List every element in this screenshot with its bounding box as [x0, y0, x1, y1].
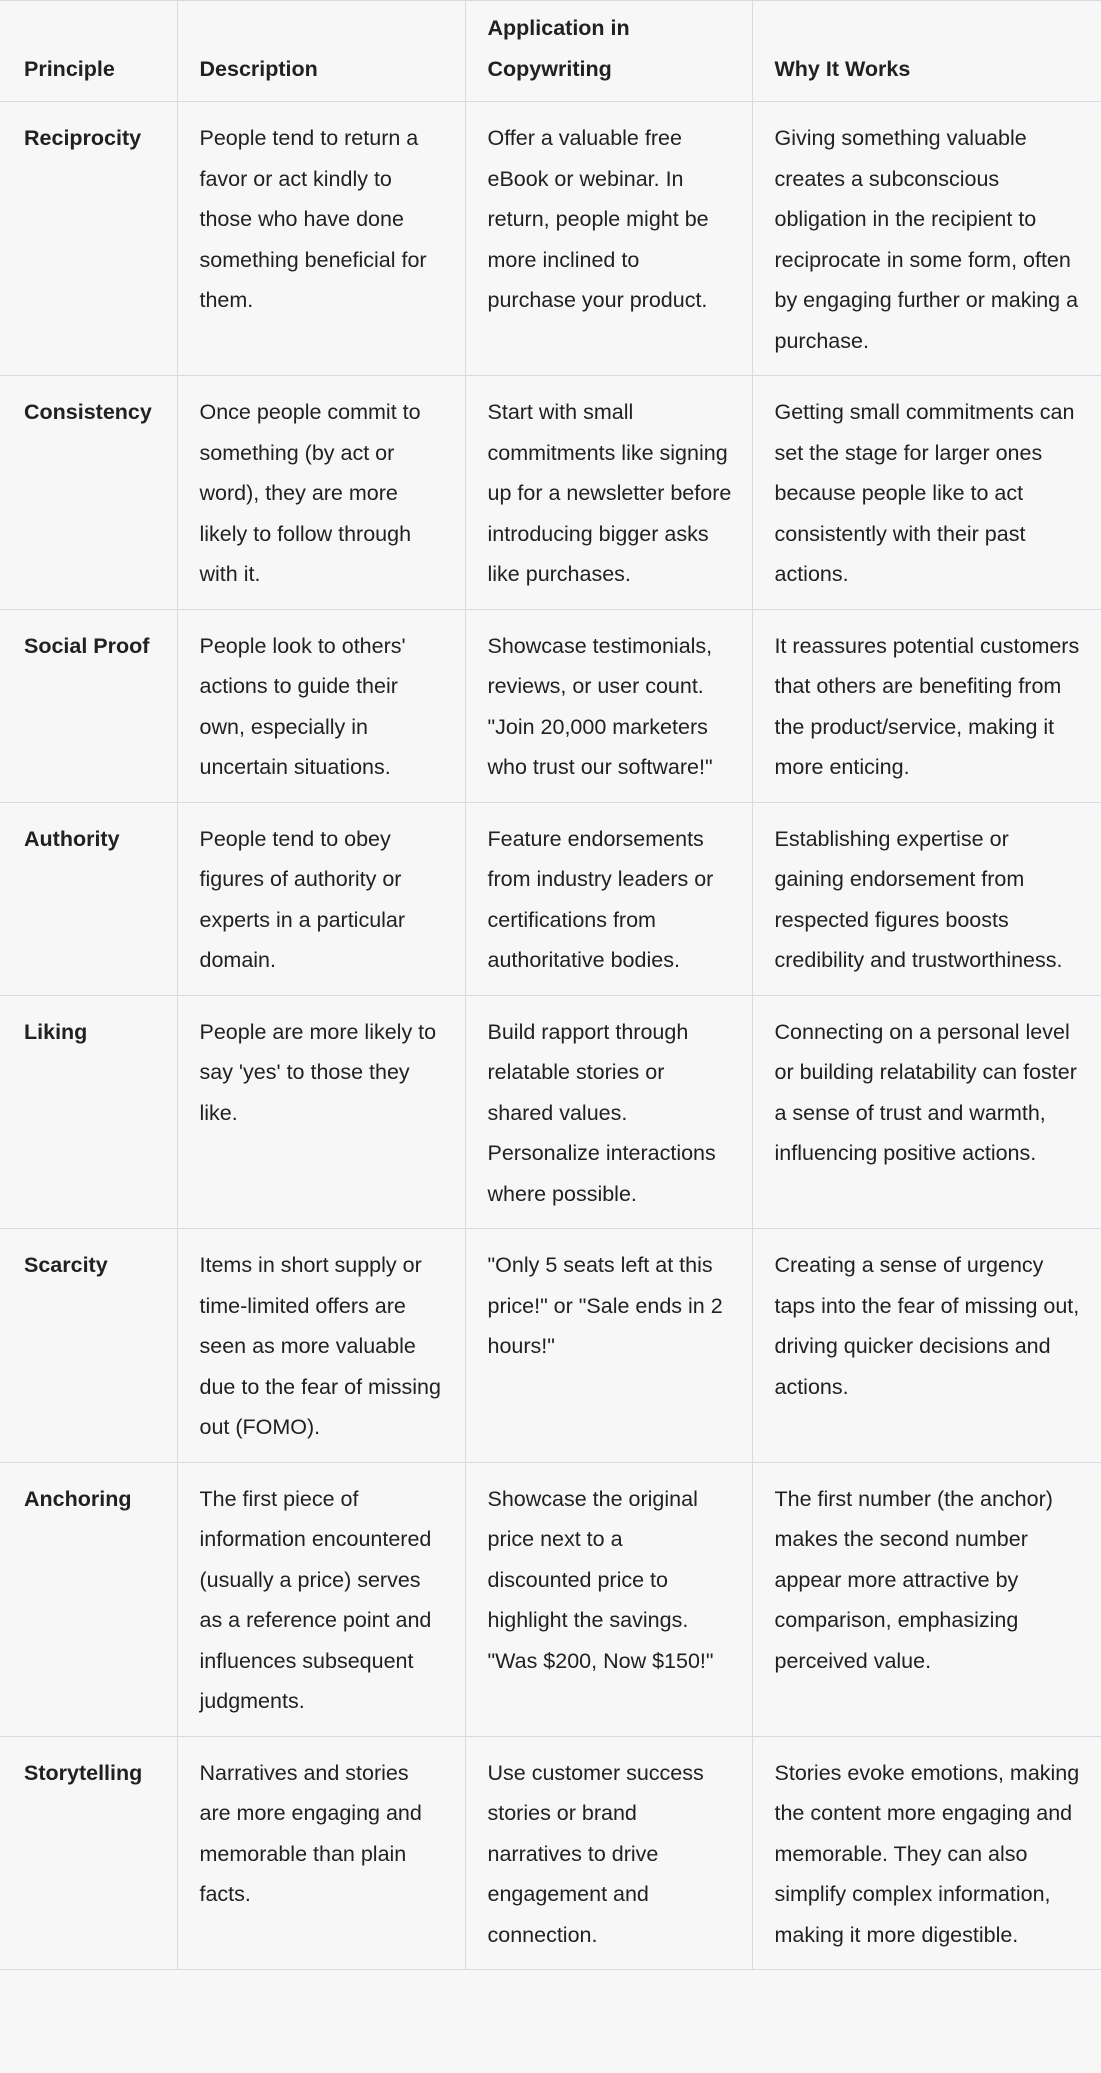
- table-row: [0, 1736, 1101, 1970]
- header-row: [0, 1, 1101, 102]
- description-cell: The first piece of information encountered (usually a price) serves as a reference point and influences subsequent judgments.: [177, 1462, 465, 1736]
- description-cell: Narratives and stories are more engaging and memorable than plain facts.: [177, 1736, 465, 1970]
- header-principle: Principle: [0, 1, 177, 102]
- why-cell: It reassures potential customers that others are benefiting from the product/service, making it more enticing.: [752, 609, 1101, 802]
- application-cell: Feature endorsements from industry leaders or certifications from authoritative bodies.: [465, 802, 752, 995]
- application-cell: "Only 5 seats left at this price!" or "Sale ends in 2 hours!": [465, 1229, 752, 1463]
- why-cell: Establishing expertise or gaining endorsement from respected figures boosts credibility and trustworthiness.: [752, 802, 1101, 995]
- principle-cell: Storytelling: [0, 1736, 177, 1970]
- description-cell: Items in short supply or time-limited offers are seen as more valuable due to the fear of missing out (FOMO).: [177, 1229, 465, 1463]
- application-cell: Showcase the original price next to a discounted price to highlight the savings. "Was $200, Now $150!": [465, 1462, 752, 1736]
- description-cell: Once people commit to something (by act or word), they are more likely to follow through with it.: [177, 376, 465, 610]
- header-description: Description: [177, 1, 465, 102]
- principle-cell: Scarcity: [0, 1229, 177, 1463]
- why-cell: The first number (the anchor) makes the second number appear more attractive by comparison, emphasizing perceived value.: [752, 1462, 1101, 1736]
- table-row: [0, 802, 1101, 995]
- table-header: [0, 1, 1101, 102]
- table-body: [0, 102, 1101, 1970]
- principle-cell: Reciprocity: [0, 102, 177, 376]
- why-cell: Stories evoke emotions, making the content more engaging and memorable. They can also simplify complex information, making it more digestible.: [752, 1736, 1101, 1970]
- application-cell: Showcase testimonials, reviews, or user count. "Join 20,000 marketers who trust our software!": [465, 609, 752, 802]
- table-row: [0, 102, 1101, 376]
- application-cell: Offer a valuable free eBook or webinar. In return, people might be more inclined to purchase your product.: [465, 102, 752, 376]
- why-cell: Getting small commitments can set the stage for larger ones because people like to act consistently with their past actions.: [752, 376, 1101, 610]
- principle-cell: Liking: [0, 995, 177, 1229]
- header-application: Application in Copywriting: [465, 1, 752, 102]
- table-row: [0, 609, 1101, 802]
- description-cell: People tend to return a favor or act kindly to those who have done something beneficial for them.: [177, 102, 465, 376]
- why-cell: Connecting on a personal level or building relatability can foster a sense of trust and warmth, influencing positive actions.: [752, 995, 1101, 1229]
- description-cell: People tend to obey figures of authority or experts in a particular domain.: [177, 802, 465, 995]
- application-cell: Start with small commitments like signing up for a newsletter before introducing bigger asks like purchases.: [465, 376, 752, 610]
- table-row: [0, 376, 1101, 610]
- table-row: [0, 1462, 1101, 1736]
- principle-cell: Anchoring: [0, 1462, 177, 1736]
- application-cell: Build rapport through relatable stories or shared values. Personalize interactions where possible.: [465, 995, 752, 1229]
- header-why: Why It Works: [752, 1, 1101, 102]
- application-cell: Use customer success stories or brand narratives to drive engagement and connection.: [465, 1736, 752, 1970]
- principle-cell: Consistency: [0, 376, 177, 610]
- table-row: [0, 995, 1101, 1229]
- why-cell: Giving something valuable creates a subconscious obligation in the recipient to reciprocate in some form, often by engaging further or making a purchase.: [752, 102, 1101, 376]
- table-row: [0, 1229, 1101, 1463]
- principle-cell: Authority: [0, 802, 177, 995]
- description-cell: People look to others' actions to guide their own, especially in uncertain situations.: [177, 609, 465, 802]
- why-cell: Creating a sense of urgency taps into the fear of missing out, driving quicker decisions and actions.: [752, 1229, 1101, 1463]
- principle-cell: Social Proof: [0, 609, 177, 802]
- description-cell: People are more likely to say 'yes' to those they like.: [177, 995, 465, 1229]
